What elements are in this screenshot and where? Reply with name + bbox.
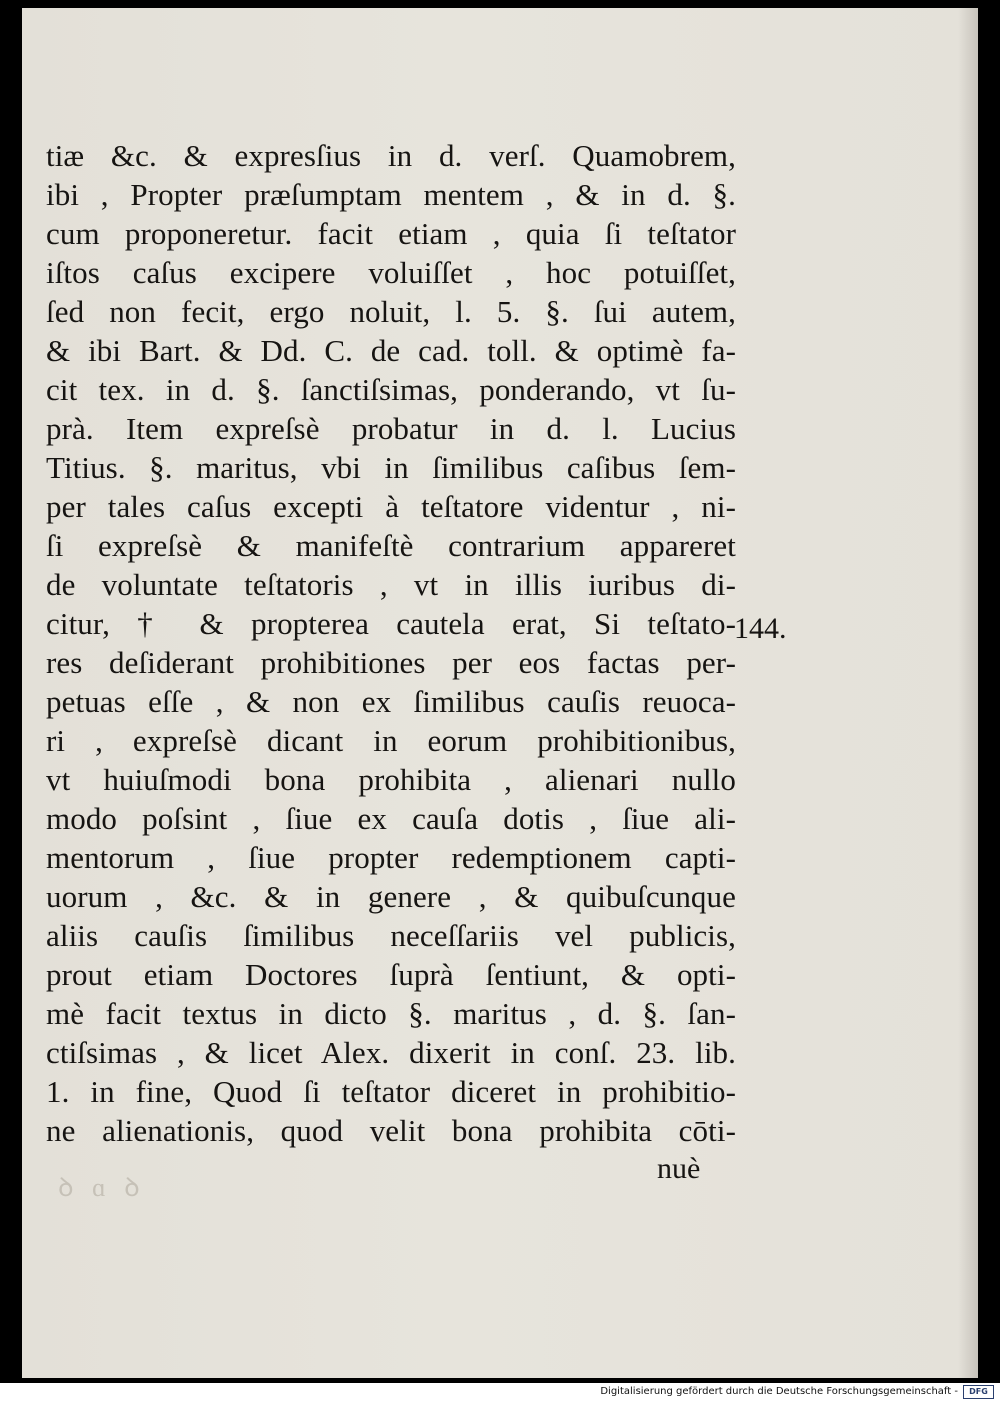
text-line: per tales caſus excepti à teſtatore videntur , ni- [46, 489, 736, 524]
page-fold-shadow [958, 8, 978, 1378]
text-line: uorum , &c. & in genere , & quibuſcunque [46, 879, 736, 914]
text-block [46, 136, 736, 1150]
text-line: citur, † & propterea cautela erat, Si teſtato- [46, 606, 736, 641]
text-line: vt huiuſmodi bona prohibita , alienari nullo [46, 762, 736, 797]
text-line: ri , expreſsè dicant in eorum prohibitionibus, [46, 723, 736, 758]
text-line: cit tex. in d. §. ſanctiſsimas, ponderando, vt ſu- [46, 372, 736, 407]
text-line: ſi expreſsè & manifeſtè contrarium appareret [46, 528, 736, 563]
dfg-logo-icon: DFG [963, 1385, 994, 1399]
text-line: ſed non fecit, ergo noluit, l. 5. §. ſui autem, [46, 294, 736, 329]
text-line: modo poſsint , ſiue ex cauſa dotis , ſiue ali- [46, 801, 736, 836]
text-line: mentorum , ſiue propter redemptionem capti- [46, 840, 736, 875]
text-line: ibi , Propter præſumptam mentem , & in d. §. [46, 177, 736, 212]
text-line: petuas eſſe , & non ex ſimilibus cauſis reuoca- [46, 684, 736, 719]
text-line: Titius. §. maritus, vbi in ſimilibus caſibus ſem- [46, 450, 736, 485]
text-line: cum proponeretur. facit etiam , quia ſi teſtator [46, 216, 736, 251]
text-line: prà. Item expreſsè probatur in d. l. Lucius [46, 411, 736, 446]
footer-bar [0, 1383, 1000, 1403]
text-line: iſtos caſus excipere voluiſſet , hoc potuiſſet, [46, 255, 736, 290]
text-line: aliis cauſis ſimilibus neceſſariis vel publicis, [46, 918, 736, 953]
text-line: ne alienationis, quod velit bona prohibita cōti- [46, 1113, 736, 1148]
text-line: res deſiderant prohibitiones per eos factas per- [46, 645, 736, 680]
text-line: & ibi Bart. & Dd. C. de cad. toll. & optimè fa- [46, 333, 736, 368]
catchword: nuè [657, 1152, 701, 1185]
text-line: tiæ &c. & expresſius in d. verſ. Quamobrem, [46, 138, 736, 173]
book-page [22, 8, 978, 1378]
text-line: 1. in fine, Quod ſi teſtator diceret in prohibitio- [46, 1074, 736, 1109]
margin-note-number: 144. [734, 612, 787, 645]
bleed-through-marks: ꝺ ɑ ꝺ [58, 1173, 146, 1202]
text-line: ctiſsimas , & licet Alex. dixerit in conſ. 23. lib. [46, 1035, 736, 1070]
text-line: mè facit textus in dicto §. maritus , d. §. ſan- [46, 996, 736, 1031]
funding-credit: Digitalisierung gefördert durch die Deutsche Forschungsgemeinschaft - [600, 1386, 958, 1397]
text-line: prout etiam Doctores ſuprà ſentiunt, & opti- [46, 957, 736, 992]
text-line: de voluntate teſtatoris , vt in illis iuribus di- [46, 567, 736, 602]
